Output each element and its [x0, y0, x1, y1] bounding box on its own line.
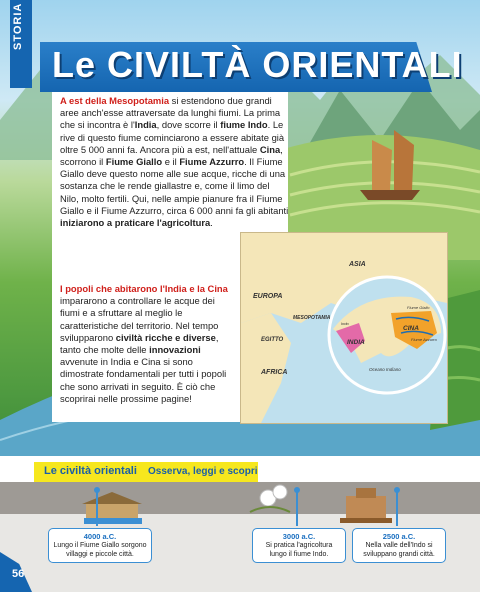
intro-text-7: . — [210, 217, 213, 229]
intro-lead: A est della Mesopotamia — [60, 95, 170, 106]
intro-text-4: , scorrono il — [60, 143, 283, 168]
intro-text-5: e il — [162, 156, 180, 168]
term-india: India — [134, 119, 157, 131]
map-label-india: INDIA — [347, 339, 365, 346]
second-paragraph — [60, 283, 236, 405]
term-agricoltura: iniziarono a praticare l'agricoltura — [60, 217, 211, 229]
map-label-fiume-giallo: Fiume Giallo — [407, 305, 430, 310]
term-innovazioni: innovazioni — [149, 344, 201, 356]
map-label-africa: AFRICA — [261, 369, 288, 376]
timeline-pin-1 — [96, 490, 98, 526]
timeline-pin-3 — [396, 490, 398, 526]
timeline-pin-2 — [296, 490, 298, 526]
intro-text-1: si estendono due grandi aree anch'esse attraversate da lunghi fiumi. La prima che si incontra è l' — [60, 95, 281, 131]
timeline-event-1[interactable] — [48, 528, 152, 563]
event-text: Si pratica l'agricoltura lungo il fiume Indo. — [265, 542, 333, 558]
event-date: 2500 a.C. — [382, 532, 416, 541]
section-tab-label: STORIA — [12, 2, 24, 50]
page-title: Le CIVILTÀ ORIENTALI — [52, 44, 463, 85]
map-label-cina: CINA — [403, 325, 419, 332]
intro-text-2: , dove scorre il — [156, 119, 221, 131]
map-india-cina — [240, 232, 448, 424]
map-label-europa: EUROPA — [253, 293, 283, 300]
term-indo: fiume Indo — [220, 119, 268, 131]
timeline-event-3[interactable] — [352, 528, 446, 563]
term-cina: Cina — [259, 143, 281, 155]
timeline-subtitle: Osserva, leggi e scopri — [148, 466, 258, 477]
event-date: 3000 a.C. — [282, 532, 316, 541]
intro-text-6: . Il Fiume Giallo deve questo nome alle sue acque, ricche di una sostanza che le rende giallastre e, come il limo del Nilo, molto fertili. Qui, nelle ampie pianure fra il Fiume Giallo e il Fiume Azzurro, circa 6 000 anni fa gli abitanti — [60, 156, 289, 216]
second-text-3: avvenute in India e Cina si sono dimostrate fondamentali per tutti i popoli che sono arrivati in seguito. È ciò che scoprirai nelle prossime pagine! — [60, 356, 227, 404]
event-text: Nella valle dell'Indo si sviluppano grandi città. — [363, 542, 435, 558]
event-text: Lungo il Fiume Giallo sorgono villaggi e piccole città. — [53, 542, 147, 558]
second-lead: I popoli che abitarono l'India e la Cina — [60, 283, 228, 294]
timeline-event-2[interactable] — [252, 528, 346, 563]
map-label-egitto: EGITTO — [261, 337, 284, 343]
term-civilta: civiltà ricche e diverse — [115, 331, 216, 343]
map-label-fiume-azzurro: Fiume Azzurro — [411, 337, 437, 342]
map-label-mesopotamia: MESOPOTAMIA — [293, 315, 331, 321]
event-date: 4000 a.C. — [83, 532, 117, 541]
map-label-asia: ASIA — [349, 261, 366, 268]
intro-text-3: . Le rive di questo fiume cominciarono a essere abitate già oltre 5 000 anni fa. Ancora più a est, nell'attuale — [60, 119, 285, 155]
intro-paragraph — [60, 95, 290, 229]
term-fiume-giallo: Fiume Giallo — [105, 156, 163, 168]
second-text-2: , tanto che molte delle — [60, 331, 219, 356]
map-label-oceano: Oceano Indiano — [369, 367, 401, 372]
second-text-1: impararono a controllare le acque dei fiumi e a sfruttare al meglio le caratteristiche del territorio. Nel tempo svilupparono — [60, 295, 219, 343]
term-fiume-azzurro: Fiume Azzurro — [179, 156, 245, 168]
timeline-title: Le civiltà orientali — [44, 465, 137, 477]
page-number: 56 — [12, 568, 25, 580]
map-label-indo: Indo — [341, 321, 349, 326]
